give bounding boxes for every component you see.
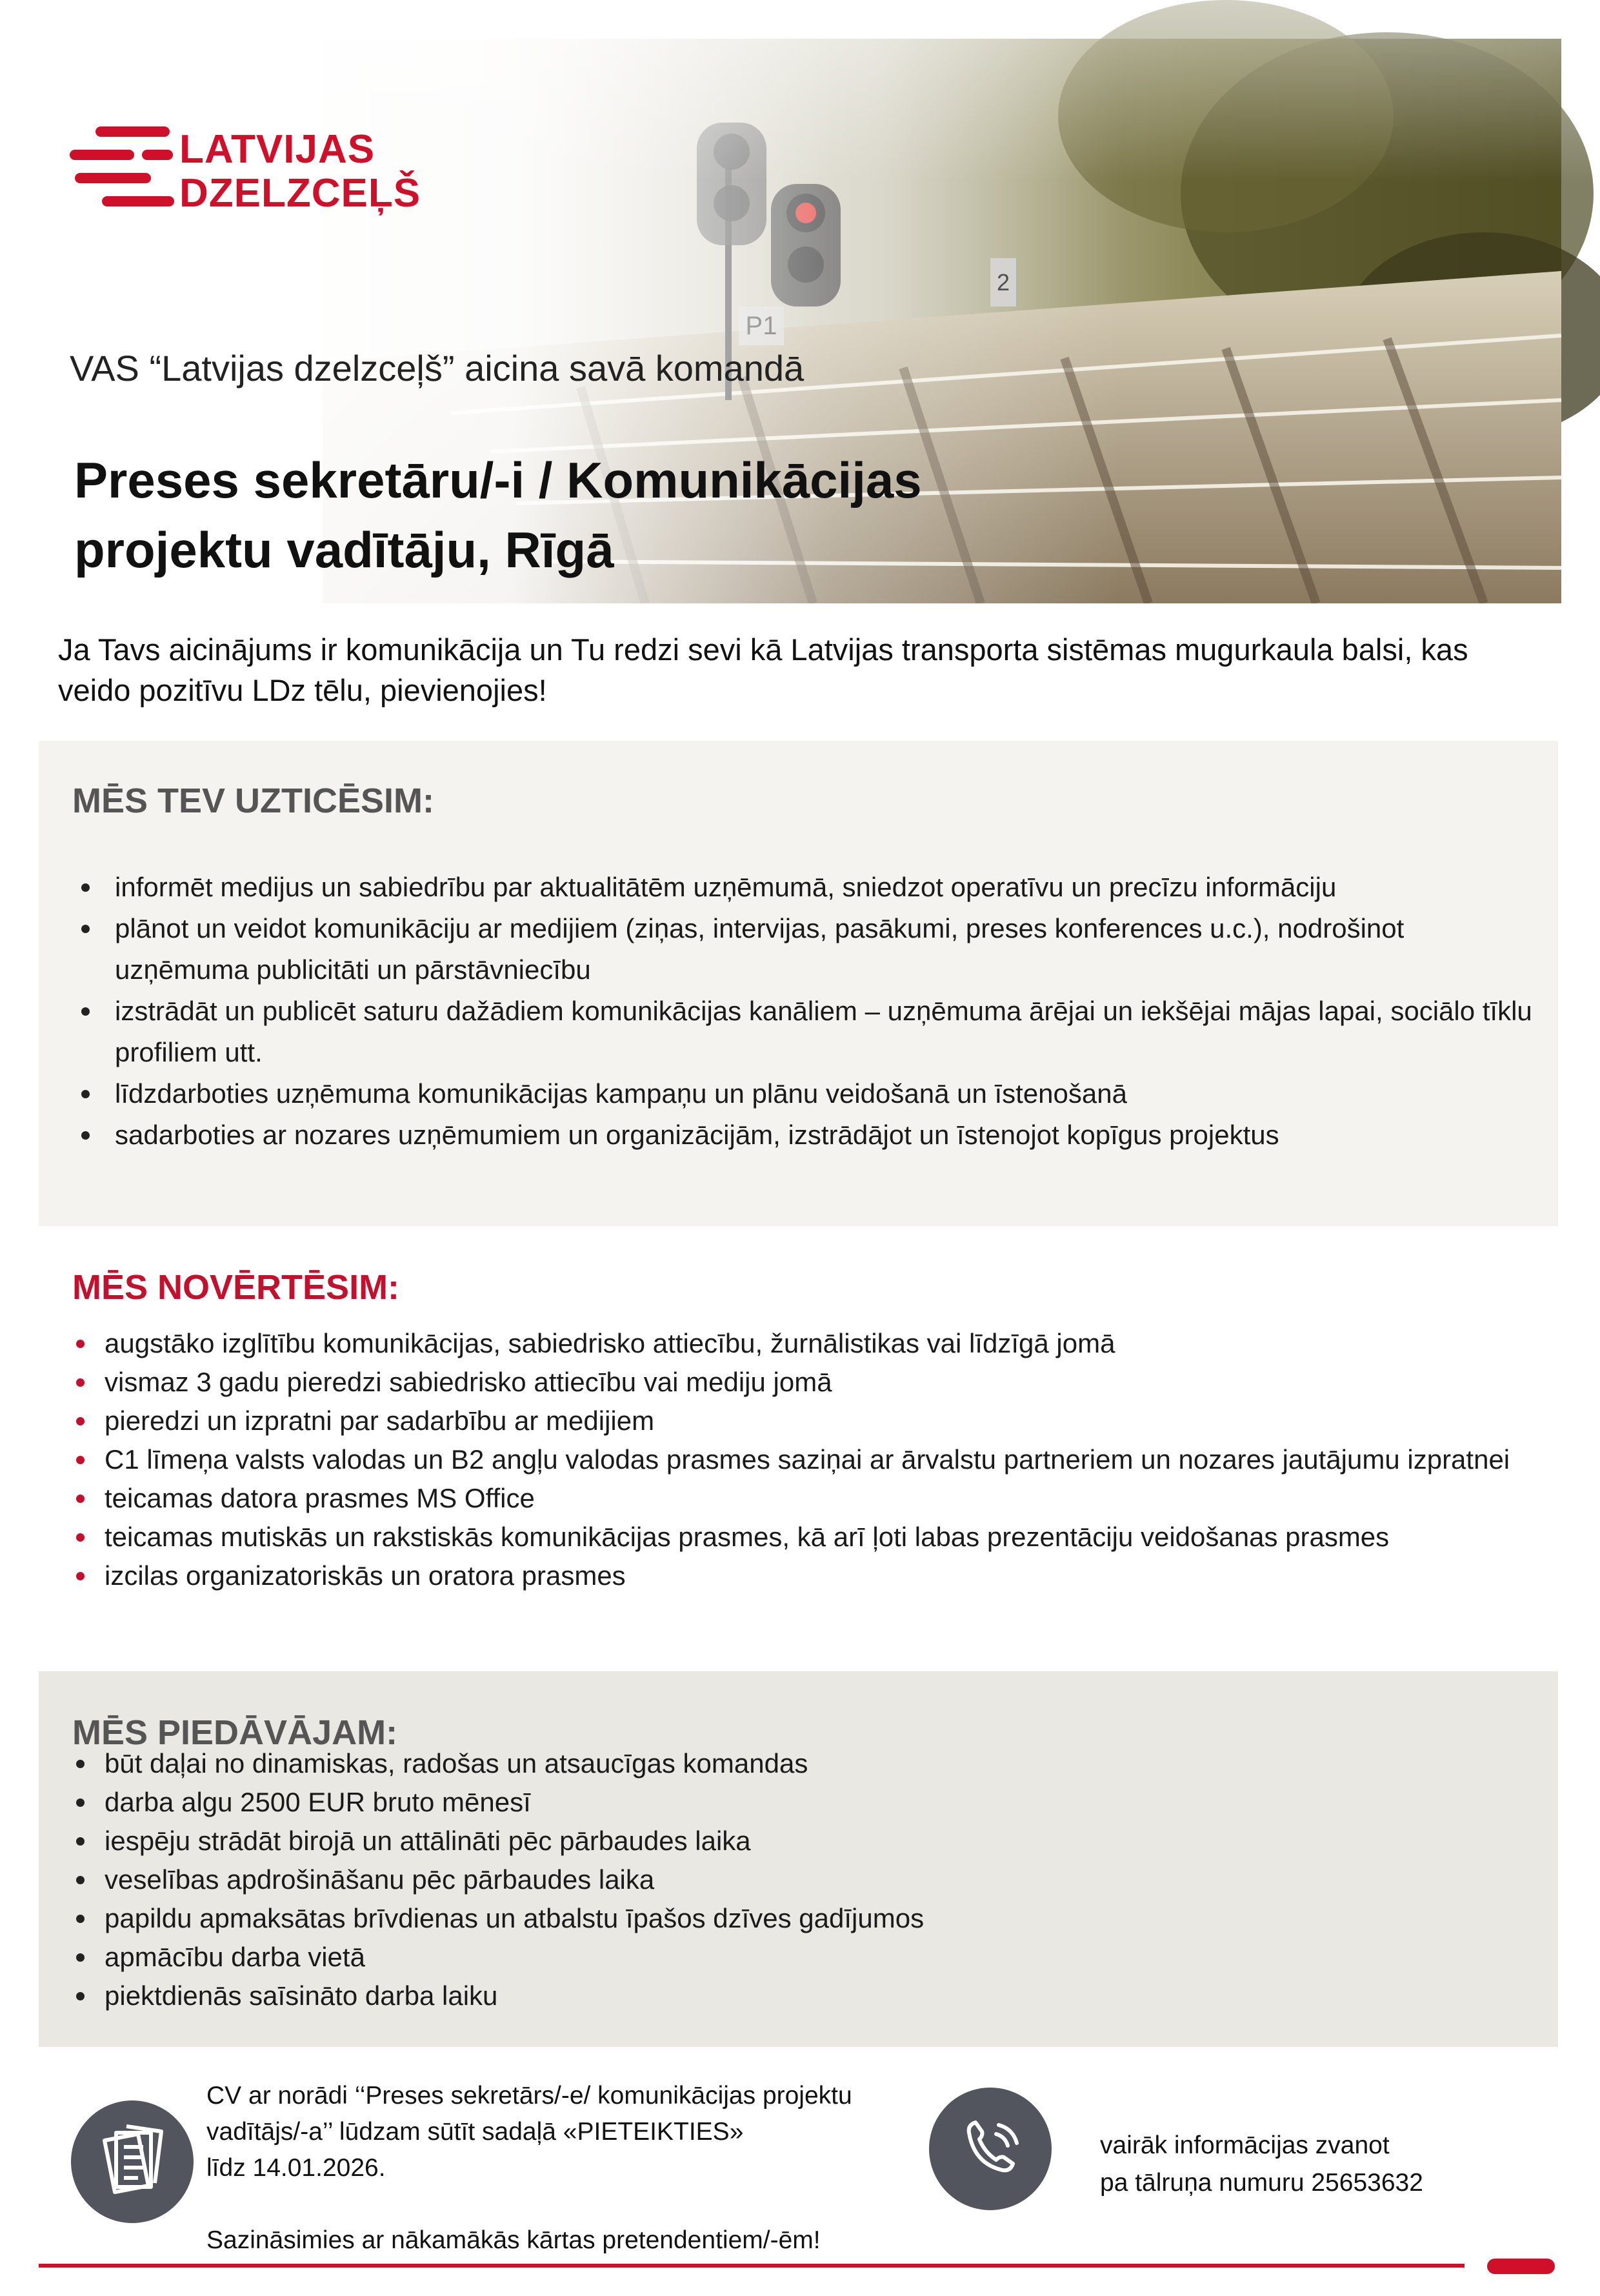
section-heading: MĒS TEV UZTICĒSIM:	[72, 781, 435, 820]
cv-line-3: līdz 14.01.2026.	[206, 2154, 386, 2182]
list-item	[105, 1977, 1543, 2015]
lead-paragraph: Ja Tavs aicinājums ir komunikācija un Tu redzi sevi kā Latvijas transporta sistēmas mugurkaula balsi, kas veido pozitīvu LDz tēlu, pievienojies!	[58, 632, 1468, 707]
list-item	[105, 1556, 1543, 1595]
list-item-text: teicamas datora prasmes MS Office	[105, 1483, 535, 1513]
section-benefits	[39, 1671, 1558, 2047]
intro-line: VAS “Latvijas dzelzceļš” aicina savā komandā	[70, 348, 805, 388]
phone-number[interactable]: pa tālruņa numuru 25653632	[1100, 2169, 1423, 2197]
cv-instructions	[206, 2078, 981, 2259]
responsibilities-list	[115, 867, 1534, 1156]
section-requirements	[39, 1229, 1558, 1662]
list-item	[115, 1073, 1534, 1114]
cv-line-2: vadītājs/-a’’ lūdzam sūtīt sadaļā «PIETEIKTIES»	[206, 2118, 744, 2146]
list-item-text: sadarboties ar nozares uzņēmumiem un organizācijām, izstrādājot un īstenojot kopīgus projektus	[115, 1120, 1279, 1150]
logo-line-1: LATVIJAS	[179, 127, 375, 172]
list-item-text: papildu apmaksātas brīvdienas un atbalstu īpašos dzīves gadījumos	[105, 1903, 925, 1933]
bullet-icon	[76, 1340, 85, 1348]
logo-line-2: DZELZCEĻŠ	[179, 171, 421, 216]
section-heading: MĒS NOVĒRTĒSIM:	[72, 1268, 400, 1307]
bullet-icon	[76, 1953, 85, 1962]
list-item	[105, 1744, 1543, 1783]
job-title	[74, 445, 1042, 585]
phone-icon	[929, 2088, 1052, 2210]
requirements-list	[105, 1324, 1543, 1595]
bullet-icon	[76, 1456, 85, 1464]
list-item-text: būt daļai no dinamiskas, radošas un atsaucīgas komandas	[105, 1748, 808, 1778]
company-logo[interactable]	[70, 108, 421, 221]
list-item-text: piektdienās saīsināto darba laiku	[105, 1980, 498, 2011]
list-item	[105, 1783, 1543, 1822]
list-item	[105, 1363, 1543, 1402]
bullet-icon	[81, 1007, 90, 1016]
bullet-icon	[76, 1572, 85, 1580]
list-item-text: C1 līmeņa valsts valodas un B2 angļu valodas prasmes saziņai ar ārvalstu partneriem un nozares jautājumu izpratnei	[105, 1444, 1510, 1475]
list-item	[105, 1822, 1543, 1860]
bullet-icon	[76, 1915, 85, 1923]
list-item-text: veselības apdrošināšanu pēc pārbaudes laika	[105, 1864, 655, 1895]
bottom-accent	[1487, 2259, 1555, 2274]
list-item-text: informēt medijus un sabiedrību par aktualitātēm uzņēmumā, sniedzot operatīvu un precīzu informāciju	[115, 872, 1337, 902]
list-item	[115, 991, 1534, 1073]
list-item	[115, 1114, 1534, 1156]
bullet-icon	[76, 1417, 85, 1425]
section-heading: MĒS PIEDĀVĀJAM:	[72, 1713, 398, 1752]
job-title-line-2: projektu vadītāju, Rīgā	[74, 521, 614, 578]
bullet-icon	[76, 1495, 85, 1503]
bottom-divider	[39, 2264, 1465, 2268]
list-item	[105, 1938, 1543, 1977]
document-icon	[71, 2100, 194, 2223]
list-item-text: darba algu 2500 EUR bruto mēnesī	[105, 1787, 531, 1817]
bullet-icon	[76, 1876, 85, 1884]
list-item-text: iespēju strādāt birojā un attālināti pēc pārbaudes laika	[105, 1826, 751, 1856]
list-item	[115, 908, 1534, 991]
list-item-text: līdzdarboties uzņēmuma komunikācijas kampaņu un plānu veidošanā un īstenošanā	[115, 1078, 1127, 1109]
bullet-icon	[81, 1131, 90, 1140]
benefits-list	[105, 1744, 1543, 2015]
bullet-icon	[81, 883, 90, 892]
list-item-text: vismaz 3 gadu pieredzi sabiedrisko attiecību vai mediju jomā	[105, 1367, 832, 1397]
bullet-icon	[76, 1533, 85, 1542]
bullet-icon	[81, 925, 90, 933]
phone-line-1: vairāk informācijas zvanot	[1100, 2131, 1390, 2159]
list-item	[115, 867, 1534, 908]
logo-stripes-icon	[70, 108, 179, 221]
section-responsibilities	[39, 741, 1558, 1226]
list-item	[105, 1402, 1543, 1440]
list-item-text: pieredzi un izpratni par sadarbību ar medijiem	[105, 1405, 655, 1436]
list-item-text: plānot un veidot komunikāciju ar medijiem (ziņas, intervijas, pasākumi, preses konferences u.c.), nodrošinot uzņēmuma publicitāti un pārstāvniecību	[115, 913, 1405, 985]
list-item-text: izstrādāt un publicēt saturu dažādiem komunikācijas kanāliem – uzņēmuma ārējai un iekšējai mājas lapai, sociālo tīklu profiliem utt.	[115, 996, 1532, 1067]
job-title-line-1: Preses sekretāru/-i / Komunikācijas	[74, 452, 922, 509]
list-item	[105, 1518, 1543, 1556]
bullet-icon	[76, 1378, 85, 1387]
logo-wordmark	[179, 128, 421, 216]
list-item	[105, 1860, 1543, 1899]
list-item	[105, 1324, 1543, 1363]
list-item	[105, 1479, 1543, 1518]
bullet-icon	[76, 1798, 85, 1807]
phone-contact	[1100, 2127, 1552, 2202]
list-item-text: izcilas organizatoriskās un oratora prasmes	[105, 1560, 626, 1591]
cv-line-4: Sazināsimies ar nākamākās kārtas pretendentiem/-ēm!	[206, 2226, 821, 2254]
list-item	[105, 1440, 1543, 1479]
bullet-icon	[76, 1837, 85, 1846]
bullet-icon	[76, 1760, 85, 1768]
list-item-text: teicamas mutiskās un rakstiskās komunikācijas prasmes, kā arī ļoti labas prezentāciju veidošanas prasmes	[105, 1522, 1390, 1552]
list-item-text: apmācību darba vietā	[105, 1942, 365, 1972]
list-item-text: augstāko izglītību komunikācijas, sabiedrisko attiecību, žurnālistikas vai līdzīgā jomā	[105, 1328, 1115, 1358]
bullet-icon	[81, 1090, 90, 1098]
bullet-icon	[76, 1992, 85, 2000]
cv-line-1: CV ar norādi ‘‘Preses sekretārs/-e/ komunikācijas projektu	[206, 2082, 852, 2110]
list-item	[105, 1899, 1543, 1938]
